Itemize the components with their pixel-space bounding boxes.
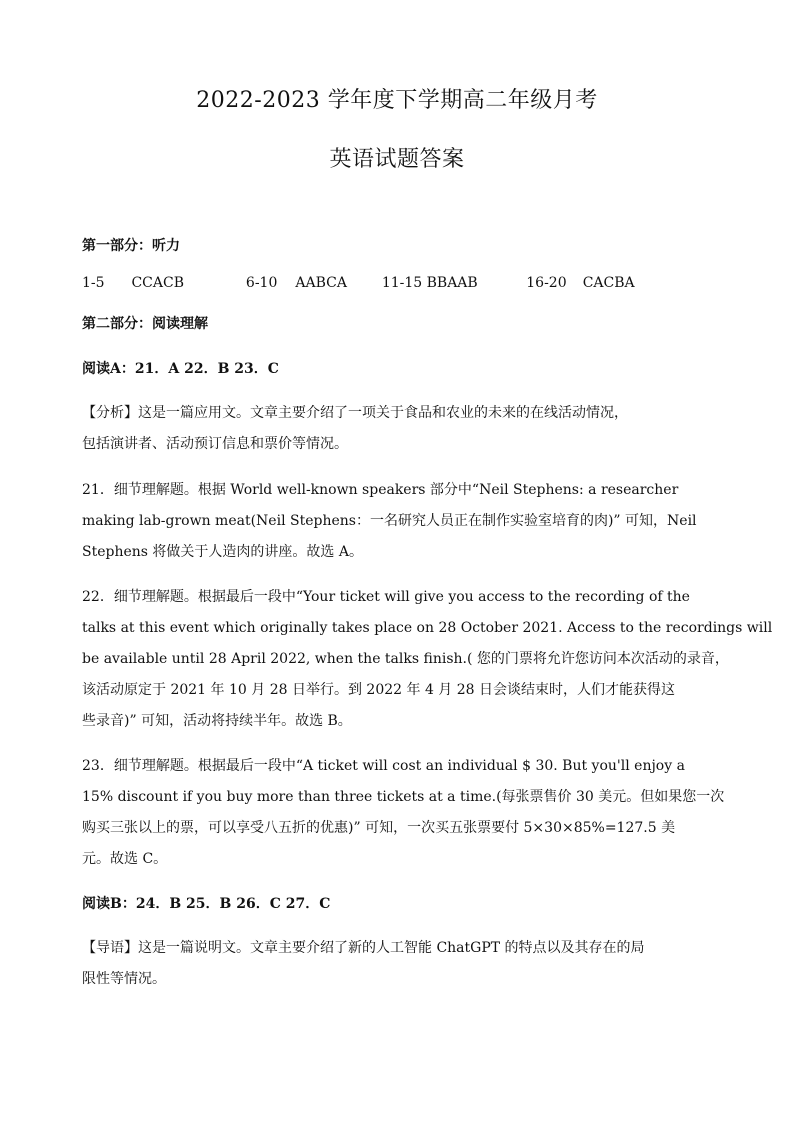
text-line: 元。故选 C。 [82, 851, 168, 867]
answer-range: 16-20 [526, 275, 567, 291]
text-line: 【分析】这是一篇应用文。文章主要介绍了一项关于食品和农业的未来的在线活动情况， [82, 405, 628, 421]
answer-letters: AABCA [295, 275, 347, 291]
text-line: 限性等情况。 [82, 971, 166, 987]
text-line: 21．细节理解题。根据 World well-known speakers 部分中“Neil Stephens: a researcher [82, 482, 679, 498]
text-line: 包括演讲者、活动预订信息和票价等情况。 [82, 436, 348, 452]
text-line: 15% discount if you buy more than three tickets at a time.(每张票售价 30 美元。但如果您一次 [82, 789, 725, 805]
text-line: 该活动原定于 2021 年 10 月 28 日举行。到 2022 年 4 月 28 日会谈结束时，人们才能获得这 [82, 682, 676, 698]
reading-b-intro [82, 933, 722, 995]
question-23-explanation [82, 751, 725, 875]
page-subtitle: 英语试题答案 [329, 147, 465, 172]
page-title: 2022-2023 学年度下学期高二年级月考 [196, 88, 598, 113]
answer-range: 1-5 [82, 275, 105, 291]
text-line: talks at this event which originally takes place on 28 October 2021. Access to the recordings will [82, 620, 773, 636]
question-21-explanation [82, 475, 722, 568]
answer-letters: CACBA [582, 275, 635, 291]
text-line: 【导语】这是一篇说明文。文章主要介绍了新的人工智能 ChatGPT 的特点以及其存在的局 [82, 940, 645, 956]
text-line: 购买三张以上的票，可以享受八五折的优惠)” 可知，一次买五张票要付 5×30×85%=127.5 美 [82, 820, 676, 836]
reading-a-analysis [82, 398, 722, 460]
text-line: be available until 28 April 2022, when the talks finish.( 您的门票将允许您访问本次活动的录音， [82, 651, 729, 667]
answer-range-letters: 11-15 BBAAB [381, 275, 478, 291]
part2-heading: 第二部分：阅读理解 [82, 316, 208, 332]
text-line: making lab-grown meat(Neil Stephens：一名研究人员正在制作实验室培育的肉)” 可知，Neil [82, 513, 697, 529]
text-line: Stephens 将做关于人造肉的讲座。故选 A。 [82, 544, 363, 560]
answer-range: 6-10 [245, 275, 278, 291]
question-22-explanation [82, 582, 773, 737]
text-line: 22．细节理解题。根据最后一段中“Your ticket will give you access to the recording of the [82, 589, 690, 605]
listening-answers [82, 268, 712, 299]
answer-letters: CCACB [131, 275, 184, 291]
text-line: 些录音)” 可知，活动将持续半年。故选 B。 [82, 713, 352, 729]
part1-heading: 第一部分：听力 [82, 238, 180, 254]
reading-b-answers: 阅读B：24．B 25．B 26．C 27．C [82, 896, 331, 912]
reading-a-answers: 阅读A：21．A 22．B 23．C [82, 361, 279, 377]
text-line: 23．细节理解题。根据最后一段中“A ticket will cost an individual $ 30. But you'll enjoy a [82, 758, 685, 774]
